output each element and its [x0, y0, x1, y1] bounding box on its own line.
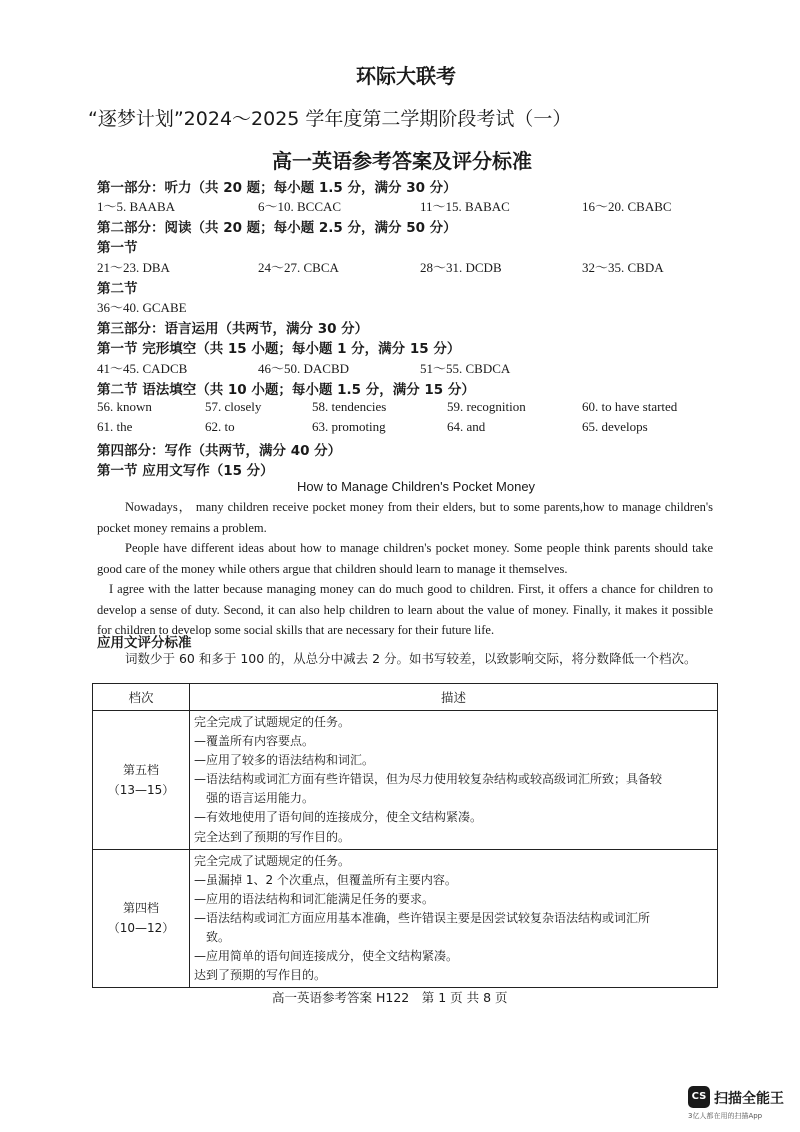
rubric-table [92, 683, 718, 988]
part3-heading: 第三部分：语言运用（共两节，满分 30 分） [97, 321, 369, 337]
level-cell [93, 711, 190, 850]
part2-section1-label: 第一节 [97, 240, 138, 256]
essay-paragraph: I agree with the latter because managing money can do much good to children. First, it offers a chance for children to develop a sense of duty. Second, it can also help children to learn about the value of money. Finally, it makes it possible for children to develop some social skills that are necessary for their future life. [97, 582, 713, 637]
column-header-description: 描述 [190, 684, 718, 711]
answer-group: 28～31. DCDB [420, 260, 502, 275]
table-row [93, 849, 718, 988]
answer-group: 16～20. CBABC [582, 199, 672, 214]
essay-paragraph: People have different ideas about how to manage children's pocket money. Some people think parents should take good care of the money while others argue that children should learn to manage it themselves. [97, 541, 713, 576]
description-cell [190, 711, 718, 850]
answer-group: 24～27. CBCA [258, 260, 339, 275]
exam-org: 环际大联考 [356, 64, 456, 88]
level-range: （13—15） [107, 782, 175, 797]
criterion-line: 强的语言运用能力。 [206, 791, 315, 806]
answer-item: 59. recognition [447, 399, 526, 414]
criterion-line: —有效地使用了语句间的连接成分，使全文结构紧凑。 [194, 810, 483, 825]
criterion-line: 达到了预期的写作目的。 [194, 968, 327, 983]
level-range: （10—12） [107, 921, 175, 936]
level-name: 第四档 [122, 901, 159, 916]
exam-title: “逐梦计划”2024～2025 学年度第二学期阶段考试（一） [88, 108, 572, 130]
description-cell [190, 849, 718, 988]
answer-item: 56. known [97, 399, 152, 414]
answer-group: 46～50. DACBD [258, 361, 350, 376]
answer-group: 21～23. DBA [97, 260, 170, 275]
answer-group: 1～5. BAABA [97, 199, 176, 214]
criterion-line: —应用的语法结构和词汇能满足任务的要求。 [194, 891, 435, 906]
table-row [93, 711, 718, 850]
scanner-brand: 扫描全能王 [714, 1091, 784, 1107]
scanner-logo: CS [688, 1086, 710, 1108]
page-footer: 高一英语参考答案 H122 第 1 页 共 8 页 [272, 990, 508, 1005]
answer-group: 36～40. GCABE [97, 300, 187, 315]
criterion-line: 完全达到了预期的写作目的。 [194, 829, 351, 844]
part4-heading: 第四部分：写作（共两节，满分 40 分） [97, 443, 342, 459]
answer-item: 63. promoting [312, 419, 386, 434]
part2-section2-label: 第二节 [97, 281, 138, 297]
answer-item: 62. to [205, 419, 235, 434]
criterion-line: —语法结构或词汇方面有些许错误，但为尽力使用较复杂结构或较高级词汇所致；具备较 [194, 772, 663, 787]
part3-section2-heading: 第二节 语法填空（共 10 小题；每小题 1.5 分，满分 15 分） [97, 382, 475, 398]
answer-item: 57. closely [205, 399, 262, 414]
criterion-line: —虽漏掉 1、2 个次重点，但覆盖所有主要内容。 [194, 872, 457, 887]
rubric-note: 词数少于 60 和多于 100 的，从总分中减去 2 分。如书写较差，以致影响交际，将分数降低一个档次。 [125, 651, 697, 666]
level-name: 第五档 [122, 762, 159, 777]
part1-heading: 第一部分：听力（共 20 题；每小题 1.5 分，满分 30 分） [97, 180, 457, 196]
column-header-level: 档次 [93, 684, 190, 711]
rubric-heading: 应用文评分标准 [97, 635, 192, 651]
essay-paragraph: Nowadays， many children receive pocket money from their elders, but to some parents,how to manage children's pocket money remains a problem. [97, 500, 713, 535]
answer-item: 61. the [97, 419, 133, 434]
essay-title: How to Manage Children's Pocket Money [297, 479, 536, 494]
answer-group: 32～35. CBDA [582, 260, 664, 275]
criterion-line: —应用了较多的语法结构和词汇。 [194, 753, 375, 768]
answer-group: 11～15. BABAC [420, 199, 510, 214]
answer-group: 6～10. BCCAC [258, 199, 342, 214]
answer-item: 58. tendencies [312, 399, 387, 414]
answer-item: 65. develops [582, 419, 648, 434]
criterion-line: —应用简单的语句间连接成分，使全文结构紧凑。 [194, 949, 459, 964]
answer-item: 64. and [447, 419, 486, 434]
criterion-line: 完全完成了试题规定的任务。 [194, 715, 351, 729]
answer-group: 41～45. CADCB [97, 361, 188, 376]
scanner-tagline: 3亿人都在用的扫描App [688, 1112, 763, 1120]
part2-heading: 第二部分：阅读（共 20 题；每小题 2.5 分，满分 50 分） [97, 220, 457, 236]
answer-group: 51～55. CBDCA [420, 361, 511, 376]
criterion-line: —覆盖所有内容要点。 [194, 734, 315, 749]
level-cell [93, 849, 190, 988]
page-title: 高一英语参考答案及评分标准 [272, 149, 532, 173]
criterion-line: 完全完成了试题规定的任务。 [194, 853, 351, 868]
part4-section1-heading: 第一节 应用文写作（15 分） [97, 463, 274, 479]
part3-section1-heading: 第一节 完形填空（共 15 小题；每小题 1 分，满分 15 分） [97, 341, 461, 357]
criterion-line: —语法结构或词汇方面应用基本准确，些许错误主要是因尝试较复杂语法结构或词汇所 [194, 910, 651, 925]
answer-item: 60. to have started [582, 399, 678, 414]
table-header-row [93, 684, 718, 711]
criterion-line: 致。 [206, 930, 231, 945]
